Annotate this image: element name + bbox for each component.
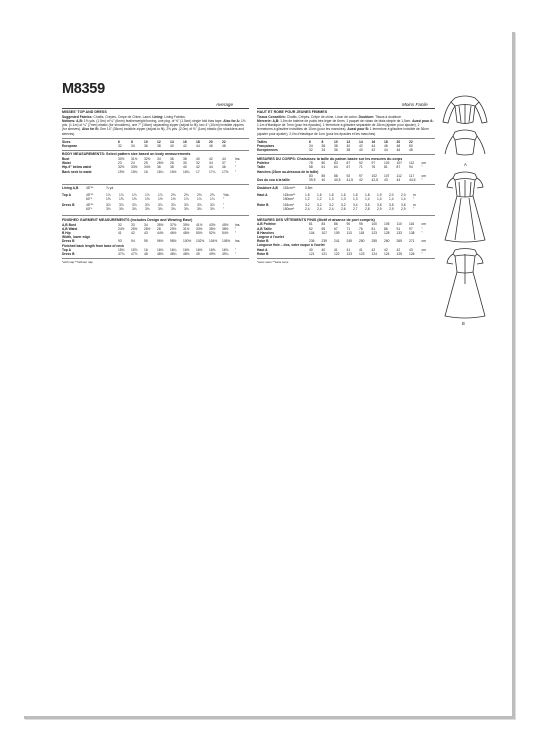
sizes-table-en: Sizes 6 8 10 12 14 16 18 20 22 European 32 34 36 38 40 42 44 46 48 bbox=[62, 140, 226, 149]
finished-heading-en: FINISHED GARMENT MEASUREMENTS (includes Design and Wearing Ease) bbox=[62, 217, 193, 222]
body-heading-fr: MESURES DU CORPS: Choisissez la taille du patron basée sur les mesures du corps bbox=[257, 156, 403, 161]
body-table-en: Bust 30½ 31½ 32½ 34 36 38 40 42 44 Ins. Waist 23 24 25 26½ 28 30 32 34 37 " Hip-9" below waist 32½ 33½ 34½ 36 38 40 42 44 46 " Back neck to waist 15½ 15¾ 16 16¼ 16½ 16¾ 17 17¼ 17½ " bbox=[62, 157, 241, 174]
pattern-envelope-back bbox=[24, 32, 515, 719]
body-table-fr: Poitrine 78 80 83 87 92 97 102 107 112 cm Taille 58 61 64 67 71 76 81 87 94 " Hanches (23cm au-dessous de la taille) 83 85 88 92 97 102 107 112 117 cm Dos du cou à la taille 39,5 40 40,5 41,5 42 42,5 43 44 44,5 " bbox=[257, 161, 426, 183]
dress-b-back-sketch bbox=[439, 244, 491, 320]
footnote-fr: *avec sens **sans sens bbox=[257, 260, 289, 265]
finished-heading-fr: MESURES DES VÊTEMENTS FINIS (Motif et aisance de port compris) bbox=[257, 217, 375, 222]
footnote-en: *with nap **without nap bbox=[62, 260, 93, 265]
notions-fr: Mercerie: A,B: 1,5m de baleine de poids très léger de 6mm, 1 paquet de ruban de biais simple de 1,5cm. Aussi pour A: 1,1m d'élastique de 7mm (pour les épaules), 1 fermeture à glissière séparable de 18cm (ajuster pour ajuster), 2 fermetures à glissière invisibles de 10cm (pour les manches). Aussi pour B: 1 fermeture à glissière invisible de 36cm (ajuster pour ajuster), 2,0m d'élastique de 1cm (pour les épaules et les manches). bbox=[257, 118, 434, 136]
dress-b-front-sketch bbox=[439, 168, 491, 244]
notions-en: Notions: A,B: 1⅝ yds. (1.5m) of ¼" (6mm) featherweight boning, one pkg. of ⅜" (1.5cm) single fold bias tape. Also for A: 1⅝ yds. (1.1m) of ¼" (7mm) elastic (for shoulders), one 7" (18cm) separating zipper (adjust to fit), two 4" (10cm) invisible zippers (for sleeves). Also for B: One 14" (36cm) invisible zipper (adjust to fit), 2⅝ yds. (2.0m) of ⅜" (1cm) elastic (for shoulders and sleeves). bbox=[62, 118, 246, 136]
top-a-sketch bbox=[439, 92, 491, 158]
pattern-number: M8359 bbox=[62, 81, 105, 97]
english-column bbox=[62, 110, 249, 265]
french-column bbox=[257, 110, 435, 265]
header-rule-right bbox=[257, 108, 435, 109]
body-heading-en: BODY MEASUREMENTS: Select pattern size based on body measurements bbox=[62, 152, 191, 157]
difficulty-en: Average bbox=[216, 102, 234, 107]
fabrics-en: Suggested Fabrics: Challis, Crepes, Crepe de Chine, Lawn. Lining: Lining Fabrics. bbox=[62, 114, 186, 119]
fabrics-fr: Tissus Conseillés: Challis, Crêpes, Crêpe de chine, Linon de coton. Doublure: Tissus à doublure. bbox=[257, 114, 402, 119]
yardage-table-fr: Doublure A,B 115cm** 0,5m Haut A 115cm** 1,6 1,6 1,6 1,6 1,6 1,8 1,9 2,0 2,0 m 150cm* 1,2 1,2 1,3 1,3 1,3 1,4 1,4 1,4 1,4 " Robe B 115cm* 3,2 3,2 3,2 3,2 3,4 3,5 3,5 3,5 3,6 m 150cm* 2,4 2,4 2,4 2,6 2,7 2,8 2,9 2,9 2,9 " bbox=[257, 186, 416, 212]
header-rule-left bbox=[62, 108, 249, 109]
finished-table-fr: A,B Poitrine 81 84 86 90 95 100 105 110 116 cm A,B Taille 62 65 67 71 76 81 86 91 97 " B Hanches 104 107 109 113 118 123 128 133 138 " Largeur à l'ourlet Robe B 236 239 241 245 250 255 260 265 271 cm Longueur finie – dos, votre nuque à l'ourlet Haut A 40 40 41 41 41 42 42 42 43 cm Robe B 121 121 122 123 123 124 124 125 126 " bbox=[257, 222, 426, 256]
difficulty-fr: Moins Facile bbox=[402, 102, 428, 107]
yardage-table-en: Lining A,B 45"** ⅞ yd. Top A 45"** 1⅞ 1⅞ 1⅞ 1⅞ 1⅞ 2⅛ 2⅛ 2⅛ 2⅛ Yds. 60"* 1⅝ 1⅝ 1⅝ 1⅝ 1½ 1½ 1⅞ 1⅞ 1⅞ " Dress B 45"** 3⅞ 3⅞ 3⅞ 3⅞ 3⅞ 3⅞ 3⅞ 3⅞ 3⅞ " 60"* 3⅛ 3⅛ 3⅛ 3⅛ 3⅛ 3⅛ 3⅛ 3⅛ 3⅛ " bbox=[62, 186, 230, 212]
view-b-label: B bbox=[462, 321, 465, 326]
view-a-label: A bbox=[464, 162, 467, 167]
sizes-table-fr: Tailles 6 8 10 12 14 16 18 20 22 Françaises 34 36 38 40 42 44 46 48 50 Européennes 32 34 36 38 40 42 44 46 48 bbox=[257, 140, 413, 153]
finished-table-en: A,B Bust 32 33 34 35½ 37½ 39½ 41½ 43½ 45½ Ins. A,B Waist 24½ 25½ 26½ 28 29½ 31½ 33½ 35½ 38½ " B Hip 41 42 43 44½ 46½ 48½ 50½ 52½ 54½ " Width, lower edge Dress B 93 94 95 96½ 98½ 100½ 102½ 104½ 106½ Ins. Finished back length from base of neck Top A 15¾ 15⅞ 16 16⅛ 16¼ 16⅜ 16½ 16⅝ 16¾ " Dress B 47¾ 47⅞ 48 48⅛ 48¼ 48⅜ 49 49⅛ 49¼ " bbox=[62, 222, 241, 256]
title-en: MISSES' TOP AND DRESS bbox=[62, 110, 107, 114]
title-fr: HAUT ET ROBE POUR JEUNES FEMMES bbox=[257, 110, 328, 114]
